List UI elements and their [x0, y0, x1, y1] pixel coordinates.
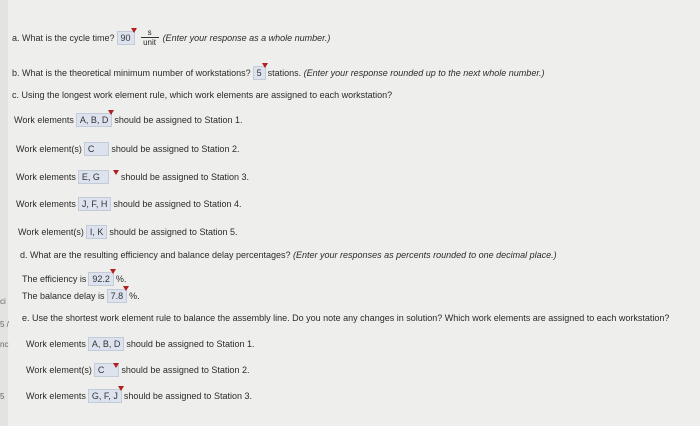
e-row-1: Work elements A, B, D should be assigned to Station 1.: [26, 339, 255, 349]
balance-delay-row: The balance delay is 7.8 %.: [22, 291, 140, 301]
question-e-prompt: e. Use the shortest work element rule to balance the assembly line. Do you note any changes in solution? Which work elements are assigned to each workstation?: [22, 313, 670, 323]
edge-fragment: 5 /: [0, 320, 9, 329]
c-station-1-input[interactable]: A, B, D: [76, 113, 113, 127]
edge-fragment: nc: [0, 340, 9, 349]
question-c-prompt: c. Using the longest work element rule, which work elements are assigned to each workstation?: [12, 90, 393, 100]
c-row-3: Work elements E, G should be assigned to Station 3.: [16, 170, 249, 184]
e-station-1-input[interactable]: A, B, D: [88, 337, 125, 351]
e-row-3: Work elements G, F, J should be assigned to Station 3.: [26, 391, 252, 401]
c-row-5: Work element(s) I, K should be assigned to Station 5.: [18, 227, 238, 237]
incorrect-marker-icon: [113, 170, 119, 175]
unit-fraction: $\frac{s}{\text{unit}}$: [141, 28, 159, 47]
efficiency-input[interactable]: 92.2: [88, 272, 114, 286]
c-row-2: Work element(s) C should be assigned to Station 2.: [16, 144, 240, 154]
question-a: a. What is the cycle time? 90 $\frac{s}{\text{unit}}$ (Enter your response as a whole number.): [12, 28, 331, 47]
c-station-3-input[interactable]: E, G: [78, 170, 109, 184]
c-station-2-input[interactable]: C: [84, 142, 110, 156]
edge-fragment: ci: [0, 297, 6, 306]
incorrect-marker-icon: [113, 363, 119, 368]
e-row-2: Work element(s) C should be assigned to Station 2.: [26, 363, 249, 377]
question-d-prompt: d. What are the resulting efficiency and balance delay percentages? (Enter your responses as percents rounded to one decimal place.): [20, 250, 557, 260]
balance-delay-input[interactable]: 7.8: [107, 289, 128, 303]
edge-fragment: 5: [0, 392, 5, 401]
c-station-5-input[interactable]: I, K: [86, 225, 108, 239]
c-station-4-input[interactable]: J, F, H: [78, 197, 112, 211]
min-workstations-input[interactable]: 5: [253, 66, 266, 80]
c-row-1: Work elements A, B, D should be assigned to Station 1.: [14, 115, 243, 125]
left-edge-strip: [0, 0, 8, 426]
efficiency-row: The efficiency is 92.2 %.: [22, 274, 127, 284]
cycle-time-input[interactable]: 90: [117, 31, 135, 45]
e-station-2-input[interactable]: C: [94, 363, 120, 377]
question-b: b. What is the theoretical minimum number of workstations? 5 stations. (Enter your response rounded up to the next whole number.): [12, 68, 545, 78]
e-station-3-input[interactable]: G, F, J: [88, 389, 122, 403]
c-row-4: Work elements J, F, H should be assigned to Station 4.: [16, 199, 242, 209]
